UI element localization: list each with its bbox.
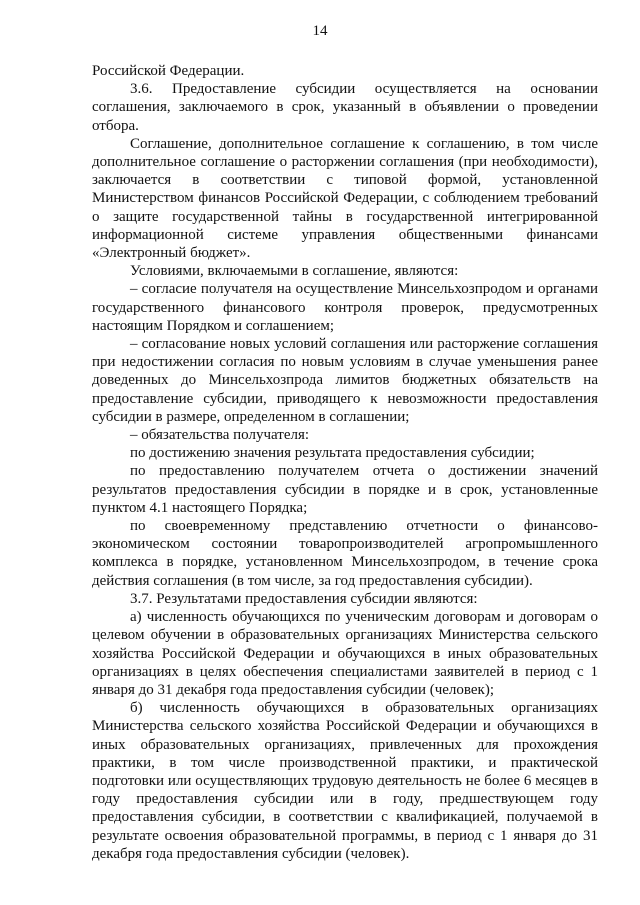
paragraph: по достижению значения результата предоставления субсидии; xyxy=(130,445,535,462)
paragraph: – согласие получателя на осуществление Минсельхозпродом и органами государственного финансового контроля проверок, предусмотренных настоящим Порядком и соглашением; xyxy=(92,281,598,334)
paragraph: по своевременному представлению отчетности о финансово-экономическом состоянии товаропроизводителей агропромышленного комплекса в порядке, установленном Минсельхозпродом, в течение срока действия соглашения (в том числе, за год предоставления субсидии). xyxy=(92,518,598,589)
paragraph: по предоставлению получателем отчета о достижении значений результатов предоставления субсидии в порядке и в срок, установленные пунктом 4.1 настоящего Порядка; xyxy=(92,463,598,516)
document-body xyxy=(92,62,598,863)
paragraph: 3.6. Предоставление субсидии осуществляется на основании соглашения, заключаемого в срок, указанный в объявлении о проведении отбора. xyxy=(92,81,598,134)
paragraph: б) численность обучающихся в образовательных организациях Министерства сельского хозяйства Российской Федерации и обучающихся в иных образовательных организациях, привлеченных для прохождения практики, в том числе производственной практики, и практической подготовки или осуществляющих трудовую деятельность не более 6 месяцев в году предоставления субсидии или в году, предшествующем году предоставления субсидии, в соответствии с квалификацией, получаемой в результате освоения образовательной программы, в период с 1 января до 31 декабря года предоставления субсидии (человек). xyxy=(92,700,598,862)
page-number: 14 xyxy=(312,23,328,39)
paragraph: – обязательства получателя: xyxy=(130,427,310,444)
paragraph: Российской Федерации. xyxy=(92,63,245,79)
paragraph: Условиями, включаемыми в соглашение, являются: xyxy=(130,263,459,280)
paragraph: – согласование новых условий соглашения или расторжение соглашения при недостижении согласия по новым условиям в случае уменьшения ранее доведенных до Минсельхозпрода лимитов бюджетных обязательств на предоставление субсидии, приводящего к невозможности предоставления субсидии в размере, определенном в соглашении; xyxy=(92,336,598,425)
paragraph: 3.7. Результатами предоставления субсидии являются: xyxy=(130,590,478,607)
paragraph: а) численность обучающихся по ученическим договорам и договорам о целевом обучении в образовательных организациях Министерства сельского хозяйства Российской Федерации и обучающихся в иных образовательных организациях в целях обеспечения специалистами заявителей в период с 1 января до 31 декабря года предоставления субсидии (человек); xyxy=(92,609,598,698)
paragraph: Соглашение, дополнительное соглашение к соглашению, в том числе дополнительное соглашение о расторжении соглашения (при необходимости), заключается в соответствии с типовой формой, установленной Министерством финансов Российской Федерации, с соблюдением требований о защите государственной тайны в государственной интегрированной информационной системе управления общественными финансами «Электронный бюджет». xyxy=(92,135,598,262)
